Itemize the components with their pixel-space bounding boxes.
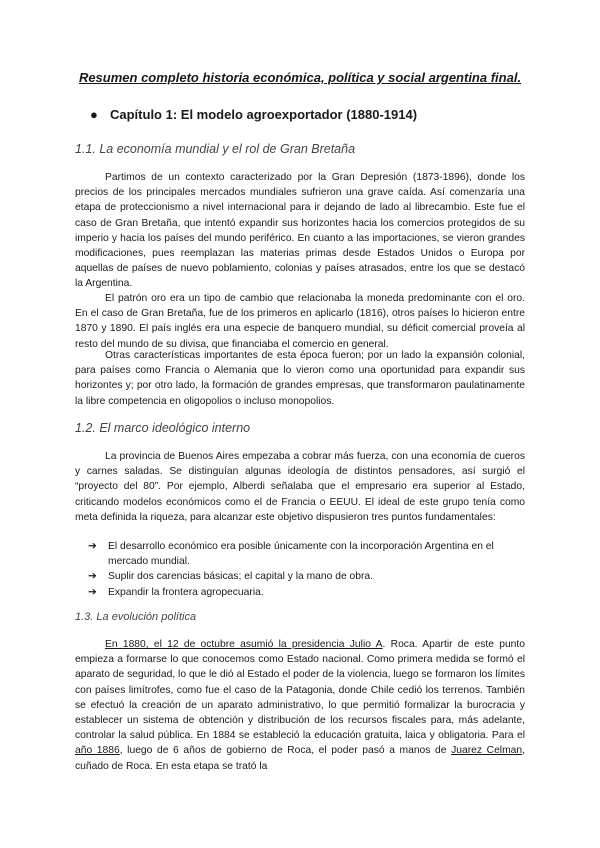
list-item: ➔ Expandir la frontera agropecuaria. (88, 585, 525, 600)
list-item: ➔ Suplir dos carencias básicas; el capital y la mano de obra. (88, 569, 525, 584)
paragraph: Otras características importantes de esta época fueron; por un lado la expansión colonial, para países como Francia o Alemania que lo vieron como una oportunidad para expandir sus horizontes y; por otro lado, la formación de grandes empresas, que transformaron paulatinamente la libre competencia en oligopolios o incluso monopolios. (75, 350, 525, 407)
paragraph: El patrón oro era un tipo de cambio que relacionaba la moneda predominante con el oro. En el caso de Gran Bretaña, fue de los primeros en aplicarlo (1816), otros países lo hicieron entre 1870 y 1890. El país inglés era una especie de banquero mundial, su déficit comercial proveía al resto del mundo de su divisa, que financiaba el comercio en general. (75, 293, 525, 350)
section-heading-1-2: 1.2. El marco ideológico interno (75, 421, 251, 435)
document-title: Resumen completo historia económica, política y social argentina final. (78, 70, 522, 85)
arrow-list (88, 539, 525, 600)
bullet-icon: ● (90, 107, 98, 122)
underlined-text: En 1880, el 12 de octubre asumió la presidencia Julio A (105, 639, 383, 650)
arrow-right-icon: ➔ (88, 541, 97, 552)
underlined-text: año 1886 (75, 745, 120, 757)
paragraph: La provincia de Buenos Aires empezaba a cobrar más fuerza, con una economía de cueros y carnes saladas. Se distinguían algunas ideología de distintos pensadores, así surgió el “proyecto del 80”. Por ejemplo, Alberdi señalaba que el empresario era superior al Estado, criticando modelos económicos como el de Francia o EEUU. El ideal de este grupo tenía como meta definida la riqueza, para alcanzar este objetivo dispusieron tres puntos fundamentales: (75, 451, 525, 523)
list-item: ➔ El desarrollo económico era posible únicamente con la incorporación Argentina en el mercado mundial. (88, 541, 494, 568)
underlined-text: Juarez Celman (451, 745, 523, 757)
paragraph: En 1880, el 12 de octubre asumió la presidencia Julio A. Roca. Apartir de este punto empieza a formarse lo que conocemos como Estado nacional. Como primera medida se formó el aparato de seguridad, lo que le dió al Estado el poder de la violencia, luego se formaron los límites con países limítrofes, como fue el caso de la Patagonia, donde Chile cedió los terrenos. También se efectuó la creación de un aparato administrativo, lo que permitió formalizar la burocracia y establecer un sistema de obtención y distribución de los recursos fiscales para, más adelante, controlar la salud pública. En 1884 se estableció la educación gratuita, laica y obligatoria. Para el año 1886, luego de 6 años de gobierno de Roca, el poder pasó a manos de Juarez Celman, cuñado de Roca. En esta etapa se trató la (75, 639, 526, 772)
section-heading-1-3: 1.3. La evolución política (75, 611, 197, 623)
chapter-title: Capítulo 1: El modelo agroexportador (1880-1914) (110, 107, 418, 122)
arrow-right-icon: ➔ (88, 586, 97, 598)
arrow-right-icon: ➔ (88, 571, 97, 583)
chapter-heading (90, 107, 417, 122)
paragraph: Partimos de un contexto caracterizado por la Gran Depresión (1873-1896), donde los precios de los principales mercados mundiales sufrieron una grave caída. Así comenzaría una etapa de proteccionismo a nivel internacional para ir dejando de lado al librecambio. Este fue el caso de Gran Bretaña, que intentó expandir sus horizontes hacia los comercios protegidos de su imperio y hacia los países del mundo periférico. En cuanto a las importaciones, se vieron grandes modificaciones, pues reemplazan las materias primas desde Estados Unidos o Europa por aquellas de países de nuevo poblamiento, colonias y países atrasados, entre los que se destacó la Argentina. (75, 172, 525, 290)
section-heading-1-1: 1.1. La economía mundial y el rol de Gran Bretaña (75, 142, 356, 156)
